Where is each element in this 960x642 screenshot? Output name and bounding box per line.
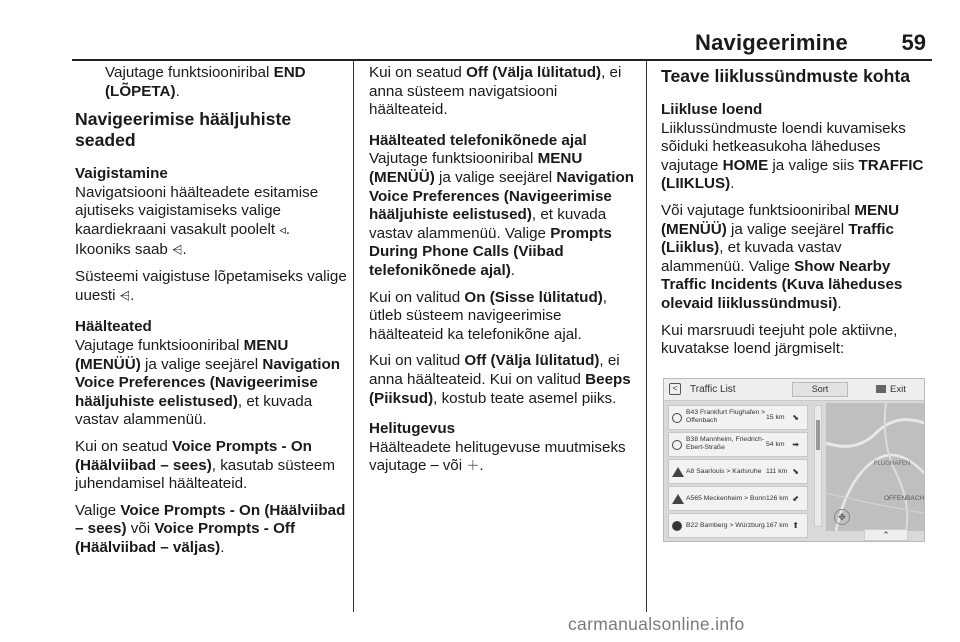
text: . xyxy=(730,175,735,193)
traffic-menu-label: Traffic (Liiklus) xyxy=(661,220,894,257)
text: . xyxy=(220,538,225,556)
text: . xyxy=(479,457,484,475)
prompts-select-paragraph xyxy=(75,502,347,558)
home-label: HOME xyxy=(722,156,769,174)
text: , kasutab süsteem juhendamisel häälteateid. xyxy=(75,456,336,493)
text: Kui on valitud xyxy=(369,288,465,306)
traffic-row[interactable] xyxy=(668,405,808,430)
prompts-during-calls-label: Prompts During Phone Calls (Viibad telefonikõnede ajal) xyxy=(369,224,612,279)
traffic-list-intro: Kui marsruudi teejuht pole aktiivne, kuvatakse loend järgmiselt: xyxy=(661,321,898,358)
traffic-row[interactable] xyxy=(668,432,808,457)
prompts-menu-paragraph xyxy=(75,337,347,430)
end-button-label: END (LÕPETA) xyxy=(105,64,306,100)
text: Liiklussündmuste loendi kuvamiseks sõiduki hetkeasukoha läheduses vajutage xyxy=(661,119,906,174)
text: Vajutage funktsiooniribal xyxy=(105,64,274,81)
subheading-prompts: Häälteated xyxy=(75,318,152,336)
screen-title: Traffic List xyxy=(690,384,736,395)
section-heading-voice-settings: Navigeerimise hääljuhiste seaded xyxy=(75,109,292,151)
sort-button[interactable]: Sort xyxy=(792,382,848,397)
route-text: B43 Frankfurt Flughafen > Offenbach xyxy=(686,409,766,425)
calls-on-paragraph xyxy=(369,289,637,345)
chapter-title: Navigeerimine xyxy=(694,30,848,55)
nav-voice-prefs-label: Navigation Voice Preferences (Navigeerimise hääljuhiste eelistused) xyxy=(75,355,341,410)
distance: 54 km xyxy=(766,441,785,448)
text: ja valige seejärel xyxy=(434,168,557,186)
text: või xyxy=(438,457,467,475)
off-label: Off (Välja lülitatud) xyxy=(464,352,600,370)
mute-paragraph xyxy=(75,184,347,260)
calls-off-paragraph xyxy=(369,352,637,408)
exit-icon xyxy=(876,385,886,393)
traffic-menu-paragraph xyxy=(661,202,929,314)
subheading-volume: Helitugevus xyxy=(369,420,456,438)
column-1 xyxy=(75,64,347,565)
minus-icon: ─ xyxy=(430,459,439,475)
traffic-list xyxy=(668,405,808,540)
volume-paragraph xyxy=(369,439,637,477)
voice-prompts-on-label: Voice Prompts - On (Häälviibad – sees) xyxy=(75,501,346,538)
map-city-label: OFFENBACH xyxy=(884,495,924,502)
text: , ütleb süsteem navigeerimise häälteateid ka telefonikõne ajal. xyxy=(369,288,608,343)
header-rule xyxy=(72,59,932,61)
route-text: B22 Bamberg > Würzburg xyxy=(686,522,765,529)
text: . xyxy=(837,294,842,312)
muted-icon: ⩤. xyxy=(172,242,187,258)
page-header xyxy=(0,14,960,54)
map-label: FLUGHAFEN xyxy=(874,461,911,467)
text: Süsteemi vaigistuse lõpetamiseks valige uuesti xyxy=(75,268,347,304)
traffic-row[interactable] xyxy=(668,486,808,511)
text: , ei anna süsteem navigatsiooni häälteateid. xyxy=(369,64,622,119)
direction-arrow-icon: ⬊ xyxy=(792,413,799,422)
text: ja valige seejärel xyxy=(726,220,849,238)
direction-arrow-icon: ⬆ xyxy=(792,521,799,530)
text: Vajutage funktsiooniribal xyxy=(75,336,244,354)
back-icon[interactable]: < xyxy=(669,383,681,395)
collapse-chevron-button[interactable]: ⌃ xyxy=(864,529,908,541)
text: Ikooniks saab xyxy=(75,240,173,258)
text: või xyxy=(126,520,155,538)
traffic-row[interactable] xyxy=(668,513,808,538)
scrollbar-thumb[interactable] xyxy=(816,420,820,450)
text: ja valige siis xyxy=(768,156,859,174)
traffic-home-paragraph xyxy=(661,120,929,194)
map-preview[interactable] xyxy=(826,403,924,531)
traffic-jam-icon xyxy=(672,413,682,423)
text: , et kuvada vastav alammenüü. Valige xyxy=(369,206,607,242)
nav-voice-prefs-label: Navigation Voice Preferences (Navigeerimise hääljuhiste eelistused) xyxy=(369,168,635,224)
route-text: A8 Saarlouis > Karlsruhe xyxy=(686,468,762,475)
list-scrollbar[interactable] xyxy=(814,405,822,527)
text: Või vajutage funktsiooniribal xyxy=(661,201,855,219)
phone-calls-paragraph xyxy=(369,150,637,280)
traffic-label: TRAFFIC (LIIKLUS) xyxy=(661,156,924,193)
beeps-label: Beeps (Piiksud) xyxy=(369,370,631,407)
on-label: On (Sisse lülitatud) xyxy=(464,288,603,306)
menu-label: MENU (MENÜÜ) xyxy=(75,336,289,373)
text: ja valige seejärel xyxy=(140,355,263,373)
text: Valige xyxy=(75,501,121,519)
text: Kui on seatud xyxy=(369,64,467,81)
voice-prompts-off-label: Voice Prompts - Off (Häälviibad – väljas) xyxy=(75,520,296,556)
warning-icon xyxy=(672,494,684,504)
section-heading-traffic: Teave liiklussündmuste kohta xyxy=(661,66,910,86)
text: , ei anna häälteateid. Kui on valitud xyxy=(369,352,620,388)
exit-button[interactable]: Exit xyxy=(890,384,906,395)
plus-icon: ＋ xyxy=(466,459,480,475)
subheading-phone-calls: Häälteated telefonikõnede ajal xyxy=(369,131,587,149)
text: Vajutage funktsiooniribal xyxy=(369,150,538,168)
route-text: B38 Mannheim, Friedrich-Ebert-Straße xyxy=(686,436,765,452)
text: , kostub teate asemel piiks. xyxy=(433,389,617,407)
menu-label: MENU (MENÜÜ) xyxy=(661,201,900,238)
menu-label: MENU (MENÜÜ) xyxy=(369,150,583,186)
muted-icon: ⩤. xyxy=(119,288,135,304)
mute-arrow-icon: ◃. xyxy=(279,222,290,238)
direction-arrow-icon: ➡ xyxy=(792,440,799,449)
direction-arrow-icon: ⬊ xyxy=(792,467,799,476)
prompts-off-paragraph xyxy=(369,64,637,120)
text: , et kuvada vastav alammenüü. Valige xyxy=(661,239,842,275)
text: . xyxy=(510,261,516,279)
warning-icon xyxy=(672,467,684,477)
distance: 167 km xyxy=(766,522,789,529)
traffic-row[interactable] xyxy=(668,459,808,484)
text: Kui on valitud xyxy=(369,352,465,370)
voice-prompts-on-label: Voice Prompts - On (Häälviibad – sees) xyxy=(75,437,312,474)
text: , et kuvada vastav alammenüü. xyxy=(75,392,313,429)
screen-title-bar xyxy=(664,379,924,401)
traffic-jam-icon xyxy=(672,440,682,450)
off-label: Off (Välja lülitatud) xyxy=(466,64,602,81)
route-text: A565 Meckenheim > Bonn xyxy=(686,495,766,502)
direction-arrow-icon: ⬋ xyxy=(792,494,799,503)
column-divider-1 xyxy=(353,60,354,612)
distance: 126 km xyxy=(766,495,789,502)
end-instruction xyxy=(75,64,347,101)
watermark: carmanualsonline.info xyxy=(568,614,745,634)
unmute-paragraph xyxy=(75,268,347,306)
text: Navigatsiooni häälteadete esitamise ajutiseks vaigistamiseks valige kaardiekraani vasakult poolelt xyxy=(75,183,319,238)
subheading-mute: Vaigistamine xyxy=(75,165,168,183)
text: . xyxy=(175,82,180,100)
column-2 xyxy=(369,64,637,485)
subheading-traffic-list: Liikluse loend xyxy=(661,101,763,118)
road-closed-icon xyxy=(672,521,682,531)
text: Häälteadete helitugevuse muutmiseks vajutage xyxy=(369,438,626,475)
show-nearby-incidents-label: Show Nearby Traffic Incidents (Kuva läheduses olevaid liiklussündmusi) xyxy=(661,257,903,312)
column-divider-2 xyxy=(646,60,647,612)
compass-icon[interactable]: ✥ xyxy=(834,509,850,525)
distance: 111 km xyxy=(766,468,788,475)
text: Kui on seatud xyxy=(75,437,173,455)
distance: 15 km xyxy=(766,414,785,421)
column-3 xyxy=(661,64,929,367)
traffic-list-screenshot xyxy=(663,378,925,542)
page-number: 59 xyxy=(901,30,926,55)
prompts-on-paragraph xyxy=(75,438,347,494)
